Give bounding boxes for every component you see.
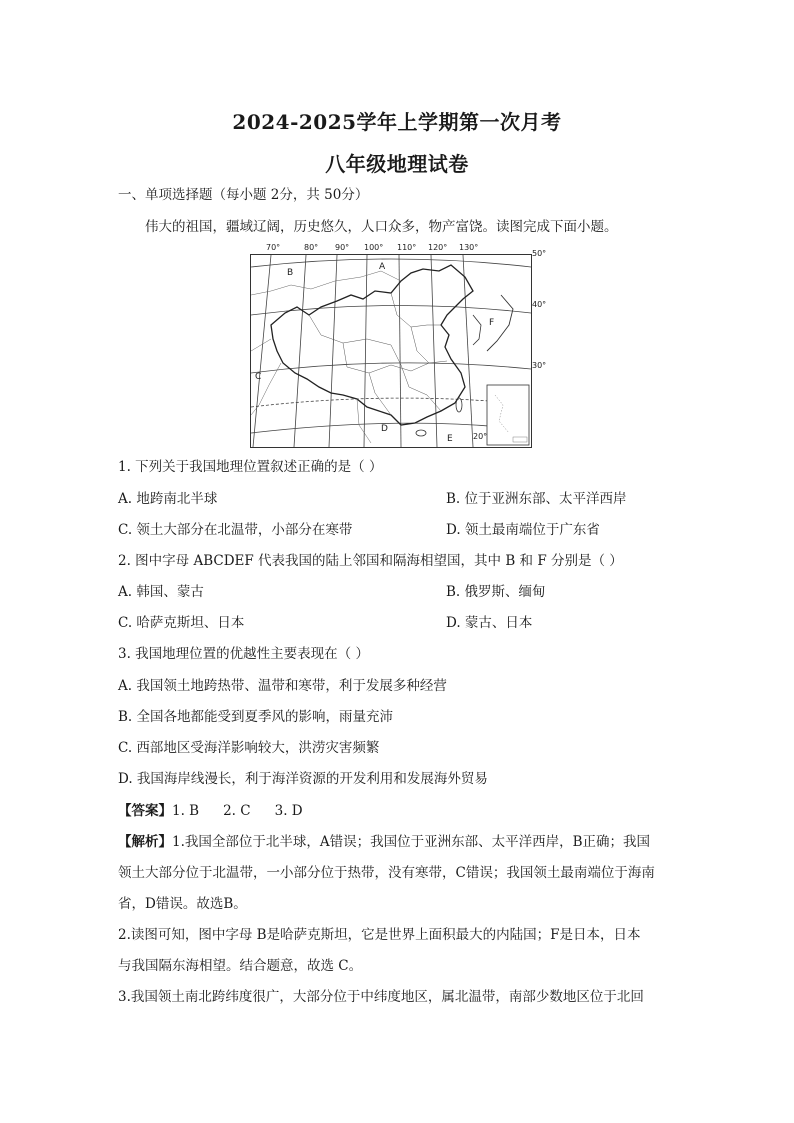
lon-label: 130° <box>459 243 479 252</box>
question-stem: 3. 我国地理位置的优越性主要表现在（ ） <box>118 646 369 662</box>
analysis-label: 【解析】 <box>118 834 172 850</box>
lon-label: 90° <box>335 243 350 252</box>
exam-subtitle: 八年级地理试卷 <box>325 152 469 176</box>
inset-map <box>487 385 529 445</box>
lat-label: 40° <box>532 300 547 309</box>
answer-item: 1. B <box>172 803 200 819</box>
section-heading: 一、单项选择题（每小题 2分，共 50分） <box>118 187 369 203</box>
lon-label: 120° <box>428 243 448 252</box>
option: D. 我国海岸线漫长，利于海洋资源的开发利用和发展海外贸易 <box>118 771 488 787</box>
intro-text: 伟大的祖国，疆域辽阔，历史悠久，人口众多，物产富饶。读图完成下面小题。 <box>145 219 618 235</box>
lon-label: 100° <box>364 243 384 252</box>
option: B. 全国各地都能受到夏季风的影响，雨量充沛 <box>118 709 394 725</box>
analysis-text: 领土大部分位于北温带，一小部分位于热带，没有寒带，C错误；我国领土最南端位于海南 <box>118 865 655 881</box>
map-letter: B <box>287 268 294 278</box>
analysis-text: 1.我国全部位于北半球，A错误；我国位于亚洲东部、太平洋西岸，B正确；我国 <box>172 834 651 850</box>
lon-label: 110° <box>397 243 417 252</box>
analysis-line <box>118 833 650 851</box>
tropic-line <box>251 398 489 407</box>
map-letter: D <box>381 424 388 434</box>
lat-label: 20° <box>473 432 488 441</box>
option: D. 蒙古、日本 <box>446 615 533 631</box>
analysis-text: 与我国隔东海相望。结合题意，故选 C。 <box>118 958 363 974</box>
exam-title: 2024-2025学年上学期第一次月考 <box>232 110 562 134</box>
analysis-text: 2.读图可知，图中字母 B是哈萨克斯坦，它是世界上面积最大的内陆国；F是日本，日本 <box>118 927 641 943</box>
option: B. 俄罗斯、缅甸 <box>446 584 546 600</box>
answer-label: 【答案】 <box>118 803 172 819</box>
analysis-text: 3.我国领土南北跨纬度很广，大部分位于中纬度地区，属北温带，南部少数地区位于北回 <box>118 989 644 1005</box>
lat-label: 30° <box>532 361 547 370</box>
analysis-text: 省，D错误。故选B。 <box>118 896 247 912</box>
option: A. 我国领土地跨热带、温带和寒带，利于发展多种经营 <box>118 678 447 694</box>
china-map <box>250 254 532 448</box>
province-lines <box>309 293 447 415</box>
question-stem: 1. 下列关于我国地理位置叙述正确的是（ ） <box>118 459 383 475</box>
option: B. 位于亚洲东部、太平洋西岸 <box>446 491 627 507</box>
option: C. 西部地区受海洋影响较大，洪涝灾害频繁 <box>118 740 380 756</box>
option: A. 韩国、蒙古 <box>118 584 204 600</box>
map-letter: C <box>255 372 262 382</box>
answer-line <box>118 802 303 820</box>
china-border <box>271 265 473 425</box>
lon-label: 80° <box>304 243 319 252</box>
option: A. 地跨南北半球 <box>118 491 218 507</box>
lat-label: 50° <box>532 249 547 258</box>
map-letter: E <box>447 434 453 444</box>
map-letter: A <box>379 262 386 272</box>
answer-item: 2. C <box>223 803 251 819</box>
option: C. 哈萨克斯坦、日本 <box>118 615 245 631</box>
option: D. 领土最南端位于广东省 <box>446 522 600 538</box>
option: C. 领土大部分在北温带，小部分在寒带 <box>118 522 353 538</box>
lon-label: 70° <box>266 243 281 252</box>
map-letter: F <box>489 318 495 328</box>
answer-item: 3. D <box>274 803 303 819</box>
question-stem: 2. 图中字母 ABCDEF 代表我国的陆上邻国和隔海相望国，其中 B 和 F 分别是（ ） <box>118 553 623 569</box>
